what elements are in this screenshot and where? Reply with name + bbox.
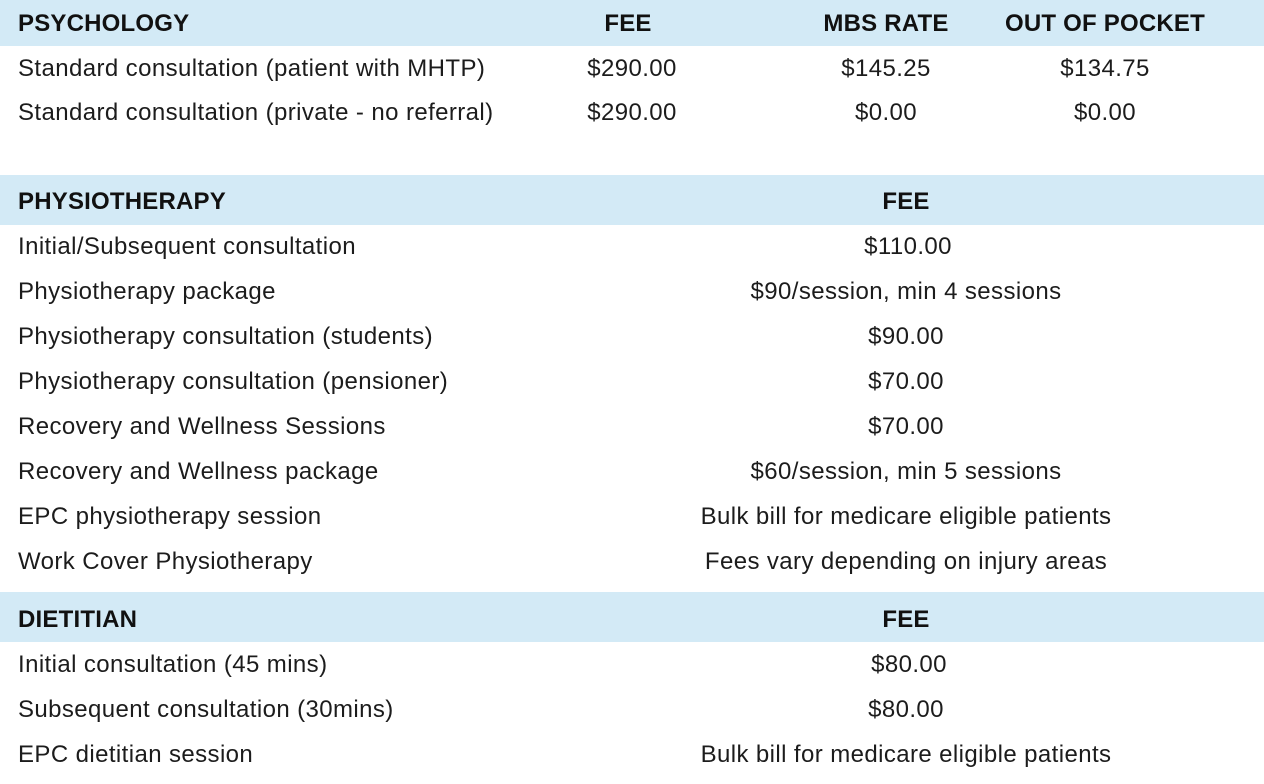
physiotherapy-row-fee: Bulk bill for medicare eligible patients [700, 503, 1112, 530]
physiotherapy-row-label: Initial/Subsequent consultation [18, 233, 356, 260]
dietitian-header-band [0, 592, 1264, 642]
psychology-row-fee: $290.00 [587, 55, 677, 82]
psychology-row-label: Standard consultation (patient with MHTP) [18, 55, 486, 82]
psychology-out-of-pocket-header: OUT OF POCKET [1005, 10, 1205, 37]
psychology-row-out-of-pocket: $0.00 [1073, 99, 1137, 126]
physiotherapy-row-label: Recovery and Wellness package [18, 458, 379, 485]
dietitian-row-label: Subsequent consultation (30mins) [18, 696, 394, 723]
psychology-row-label: Standard consultation (private - no referral) [18, 99, 494, 126]
physiotherapy-row-label: EPC physiotherapy session [18, 503, 322, 530]
physiotherapy-row-label: Work Cover Physiotherapy [18, 548, 313, 575]
physiotherapy-fee-header: FEE [882, 188, 930, 215]
physiotherapy-row-fee: $90/session, min 4 sessions [750, 278, 1062, 305]
dietitian-row-label: EPC dietitian session [18, 741, 254, 768]
physiotherapy-row-label: Recovery and Wellness Sessions [18, 413, 386, 440]
dietitian-fee-header: FEE [882, 606, 930, 633]
physiotherapy-row-fee: $110.00 [864, 233, 952, 260]
psychology-row-mbs-rate: $145.25 [841, 55, 931, 82]
physiotherapy-row-fee: $60/session, min 5 sessions [750, 458, 1062, 485]
physiotherapy-row-label: Physiotherapy package [18, 278, 276, 305]
psychology-fee-header: FEE [604, 10, 652, 37]
psychology-row-out-of-pocket: $134.75 [1060, 55, 1150, 82]
physiotherapy-row-label: Physiotherapy consultation (students) [18, 323, 434, 350]
physiotherapy-row-fee: Fees vary depending on injury areas [704, 548, 1108, 575]
dietitian-row-label: Initial consultation (45 mins) [18, 651, 328, 678]
psychology-section-title: PSYCHOLOGY [18, 10, 190, 37]
dietitian-row-fee: $80.00 [871, 651, 947, 678]
psychology-row-mbs-rate: $0.00 [854, 99, 918, 126]
physiotherapy-row-fee: $90.00 [868, 323, 944, 350]
dietitian-row-fee: Bulk bill for medicare eligible patients [700, 741, 1112, 768]
psychology-mbs-rate-header: MBS RATE [823, 10, 949, 37]
dietitian-row-fee: $80.00 [868, 696, 944, 723]
psychology-row-fee: $290.00 [587, 99, 677, 126]
physiotherapy-row-fee: $70.00 [868, 413, 944, 440]
dietitian-section-title: DIETITIAN [18, 606, 138, 633]
physiotherapy-row-label: Physiotherapy consultation (pensioner) [18, 368, 449, 395]
physiotherapy-section-title: PHYSIOTHERAPY [18, 188, 226, 215]
physiotherapy-row-fee: $70.00 [868, 368, 944, 395]
